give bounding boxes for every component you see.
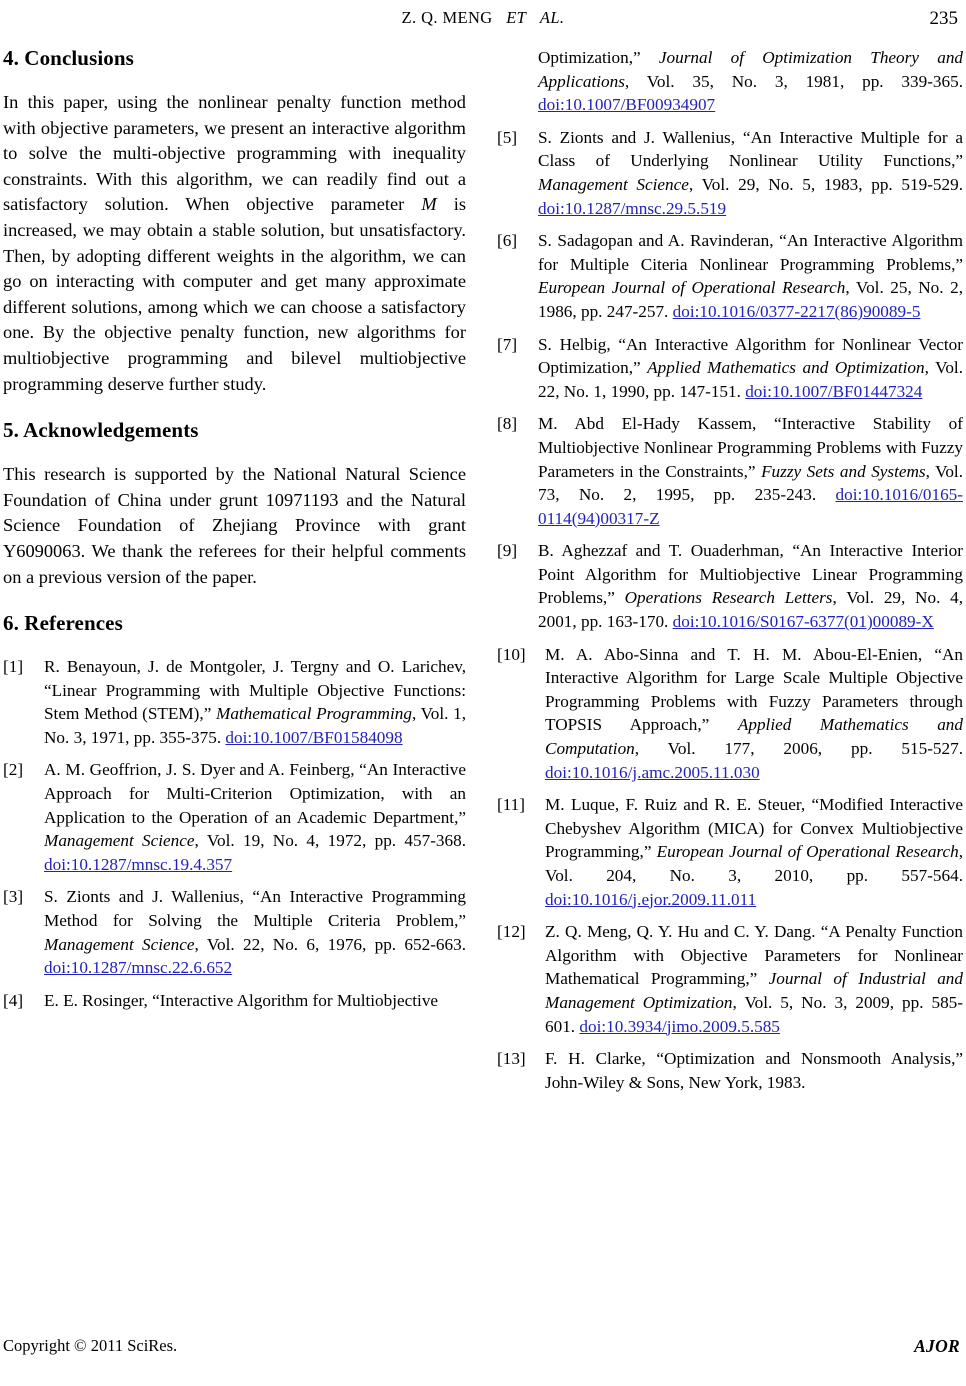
reference-journal-title: Management Science (44, 831, 195, 851)
reference-entry (497, 229, 963, 323)
reference-text: Z. Q. Meng, Q. Y. Hu and C. Y. Dang. “A Penalty Function Algorithm with Objective Parameters for Nonlinear Mathematical Programming,” (545, 922, 963, 989)
reference-journal-title: European Journal of Operational Research (538, 278, 846, 298)
reference-entry (497, 333, 963, 404)
reference-text: A. M. Geoffrion, J. S. Dyer and A. Feinberg, “An Interactive Approach for Multi-Criterion Optimization, with an Application to the Operation of an Academic Department,” (44, 760, 466, 827)
heading-references: 6. References (3, 611, 123, 636)
reference-citation-details: , Vol. 22, No. 1, 1990, pp. 147-151. (538, 358, 963, 401)
page-number: 235 (929, 8, 958, 29)
reference-text: M. Luque, F. Ruiz and R. E. Steuer, “Modified Interactive Chebyshev Algorithm (MICA) for Convex Multiobjective Programming,” (545, 795, 963, 862)
reference-entry (3, 758, 466, 876)
heading-acknowledgements: 5. Acknowledgements (3, 418, 199, 443)
doi-link[interactable]: doi:10.1007/BF01584098 (225, 727, 403, 747)
reference-text: B. Aghezzaf and T. Ouaderhman, “An Interactive Interior Point Algorithm for Multiobjective Linear Programming Problems,” (538, 541, 963, 608)
running-head-al: AL. (539, 8, 565, 27)
reference-text: Optimization,” (538, 48, 659, 67)
conclusions-text-part-2: is increased, we may obtain a stable solution, but unsatisfactory. Then, by adopting different weights in the algorithm, we can go on interacting with computer and get many approximate different solutions, among which we can choose a satisfactory one. By the objective penalty function, new algorithms for multiobjective programming and bilevel multiobjective programming deserve further study. (3, 194, 466, 394)
reference-entry (497, 126, 963, 220)
reference-citation-details: , Vol. 73, No. 2, 1995, pp. 235-243. (538, 461, 963, 505)
reference-entry (497, 920, 963, 1038)
doi-link[interactable]: doi:10.1016/j.amc.2005.11.030 (545, 762, 760, 782)
paragraph-conclusions (3, 90, 466, 397)
reference-text: S. Helbig, “An Interactive Algorithm for Nonlinear Vector Optimization,” (538, 334, 963, 378)
conclusions-text-part-1: In this paper, using the nonlinear penalty function method with objective parameters, we present an interactive algorithm to solve the multi-objective programming with inequality constraints. With this algorithm, we can readily find out a satisfactory solution. When objective parameter (3, 92, 466, 215)
reference-citation-details: , Vol. 19, No. 4, 1972, pp. 457-368. (194, 831, 466, 851)
reference-list-left (3, 655, 466, 1012)
reference-entry (497, 793, 963, 911)
reference-text: M. Abd El-Hady Kassem, “Interactive Stability of Multiobjective Nonlinear Programming Problems with Fuzzy Parameters in the Constraints,” (538, 414, 963, 481)
copyright-notice: Copyright © 2011 SciRes. (3, 1336, 178, 1355)
doi-link[interactable]: doi:10.1287/mnsc.22.6.652 (44, 958, 233, 978)
paragraph-acknowledgements: This research is supported by the National Natural Science Foundation of China under grunt 10971193 and the Natural Science Foundation of Zhejiang Province with grant Y6090063. We thank the referees for their helpful comments on a previous version of the paper. (3, 464, 466, 587)
doi-link[interactable]: doi:10.1007/BF00934907 (538, 95, 716, 115)
left-column (3, 46, 466, 1021)
reference-citation-details: , Vol. 25, No. 2, 1986, pp. 247-257. (538, 278, 963, 321)
reference-marker: [12] (497, 922, 526, 942)
reference-marker: [13] (497, 1049, 526, 1069)
running-head (0, 8, 966, 34)
doi-link[interactable]: doi:10.1007/BF01447324 (745, 381, 923, 401)
reference-citation-details: , Vol. 35, No. 3, 1981, pp. 339-365. (624, 71, 963, 91)
reference-entry (497, 46, 963, 117)
reference-text: S. Sadagopan and A. Ravinderan, “An Interactive Algorithm for Multiple Citeria Nonlinear Programming Problems,” (538, 231, 963, 274)
reference-text: S. Zionts and J. Wallenius, “An Interactive Multiple for a Class of Underlying Nonlinear Utility Functions,” (538, 127, 963, 171)
reference-marker: [7] (497, 334, 518, 354)
reference-list-right (497, 46, 963, 1094)
running-head-title (0, 8, 966, 28)
reference-citation-details: , Vol. 177, 2006, pp. 515-527. (634, 739, 963, 759)
reference-marker: [3] (3, 887, 24, 907)
reference-marker: [10] (497, 644, 526, 664)
reference-marker: [1] (3, 657, 24, 677)
reference-entry (497, 643, 963, 785)
reference-marker: [6] (497, 231, 518, 251)
reference-journal-title: Applied Mathematics and Computation (545, 715, 963, 759)
reference-marker: [2] (3, 760, 24, 780)
reference-entry (497, 539, 963, 633)
reference-citation-details: , Vol. 204, No. 3, 2010, pp. 557-564. (545, 842, 963, 885)
right-column (497, 46, 963, 1103)
reference-entry (497, 1047, 963, 1094)
reference-citation-details: , Vol. 29, No. 4, 2001, pp. 163-170. (538, 588, 963, 632)
reference-journal-title: Journal of Industrial and Management Optimization (545, 969, 963, 1012)
reference-marker: [4] (3, 990, 24, 1010)
running-head-et: ET (506, 8, 527, 27)
reference-journal-title: Journal of Optimization Theory and Applications (538, 48, 964, 91)
reference-marker: [9] (497, 541, 518, 561)
reference-journal-title: Management Science (44, 934, 195, 954)
journal-abbreviation: AJOR (914, 1336, 960, 1356)
running-head-spacer (493, 8, 507, 27)
running-head-spacer-2 (526, 8, 540, 27)
two-column-body (0, 46, 966, 1316)
doi-link[interactable]: doi:10.1287/mnsc.19.4.357 (44, 854, 233, 874)
reference-citation-details: , Vol. 5, No. 3, 2009, pp. 585-601. (545, 992, 963, 1036)
reference-journal-title: Mathematical Programming (216, 704, 412, 724)
doi-link[interactable]: doi:10.3934/jimo.2009.5.585 (579, 1016, 780, 1036)
reference-journal-title: Management Science (538, 174, 689, 194)
reference-entry (3, 885, 466, 979)
doi-link[interactable]: doi:10.1287/mnsc.29.5.519 (538, 198, 727, 218)
reference-text: F. H. Clarke, “Optimization and Nonsmooth Analysis,” John-Wiley & Sons, New York, 1983. (545, 1049, 963, 1092)
reference-entry (3, 989, 466, 1013)
reference-entry (497, 412, 963, 530)
running-head-authors: Z. Q. MENG (401, 8, 493, 27)
page-footer (0, 1336, 966, 1360)
reference-marker: [11] (497, 795, 525, 815)
reference-journal-title: Applied Mathematics and Optimization (647, 358, 925, 378)
reference-text: M. A. Abo-Sinna and T. H. M. Abou-El-Enien, “An Interactive Algorithm for Large Scale Multiple Objective Programming Problems with Fuzzy Parameters through TOPSIS Approach,” (545, 644, 963, 735)
reference-marker: [5] (497, 127, 518, 147)
doi-link[interactable]: doi:10.1016/0165-0114(94)00317-Z (538, 485, 963, 528)
reference-journal-title: European Journal of Operational Research (656, 842, 959, 862)
heading-conclusions: 4. Conclusions (3, 46, 134, 70)
reference-text: E. E. Rosinger, “Interactive Algorithm for Multiobjective (44, 990, 439, 1010)
doi-link[interactable]: doi:10.1016/0377-2217(86)90089-5 (672, 301, 921, 321)
doi-link[interactable]: doi:10.1016/S0167-6377(01)00089-X (672, 612, 934, 632)
reference-entry (3, 655, 466, 749)
conclusions-italic-M: M (421, 194, 437, 215)
reference-journal-title: Operations Research Letters (624, 588, 833, 608)
reference-text: S. Zionts and J. Wallenius, “An Interactive Programming Method for Solving the Multiple Criteria Problem,” (44, 887, 466, 931)
doi-link[interactable]: doi:10.1016/j.ejor.2009.11.011 (545, 889, 757, 909)
reference-marker: [8] (497, 414, 518, 434)
reference-citation-details: , Vol. 1, No. 3, 1971, pp. 355-375. (44, 704, 466, 747)
reference-text: R. Benayoun, J. de Montgoler, J. Tergny and O. Larichev, “Linear Programming with Multiple Objective Functions: Stem Method (STEM),” (44, 657, 466, 724)
reference-citation-details: , Vol. 29, No. 5, 1983, pp. 519-529. (688, 174, 963, 194)
reference-citation-details: , Vol. 22, No. 6, 1976, pp. 652-663. (194, 934, 466, 954)
reference-journal-title: Fuzzy Sets and Systems (761, 461, 926, 481)
